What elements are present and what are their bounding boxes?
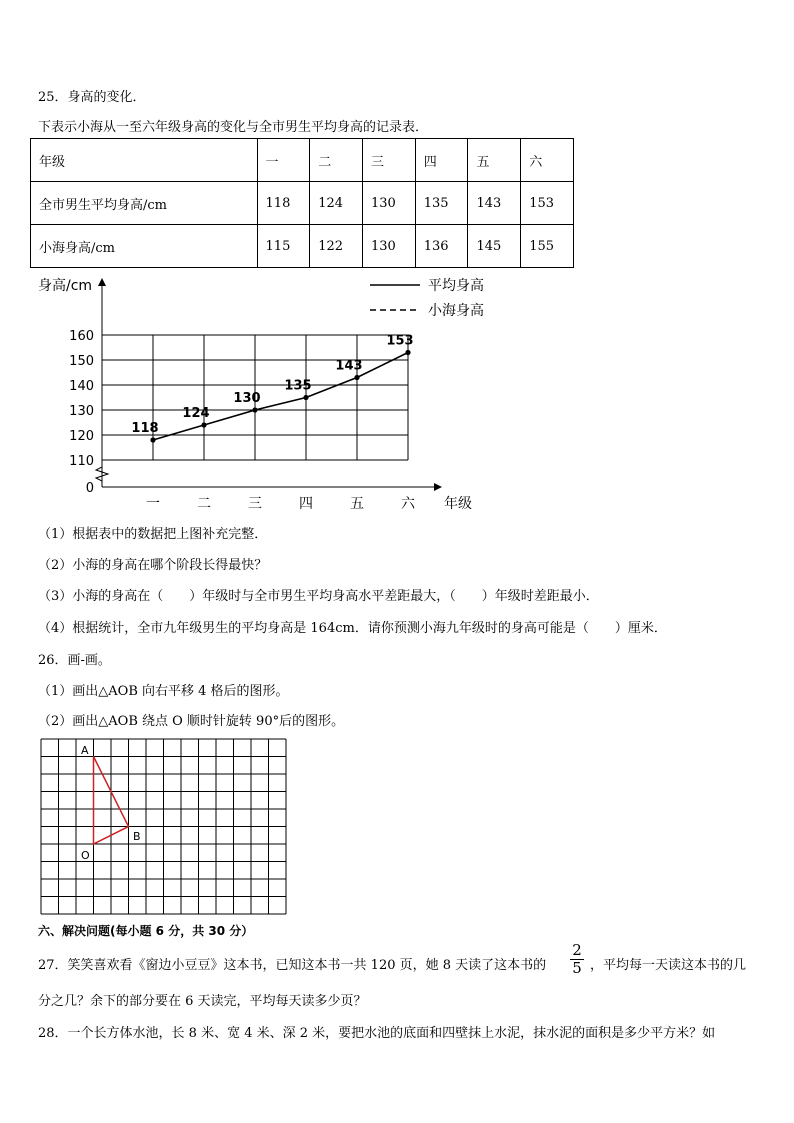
table-cell: 115 <box>257 225 310 268</box>
q28-line1: 28．一个长方体水池，长 8 米、宽 4 米、深 2 米，要把水池的底面和四壁抹上水泥，抹水泥的面积是多少平方米？如 <box>38 1026 716 1041</box>
y-tick-label: 120 <box>69 429 94 444</box>
data-point <box>354 375 359 380</box>
table-cell: 118 <box>257 182 310 225</box>
data-point <box>252 407 257 412</box>
table-cell: 124 <box>310 182 363 225</box>
table-cell: 全市男生平均身高/cm <box>31 182 258 225</box>
y-tick-label: 140 <box>69 379 94 394</box>
y-axis-label: 身高/cm <box>38 278 93 294</box>
table-cell: 年级 <box>31 139 258 182</box>
data-label: 153 <box>386 333 414 349</box>
table-cell: 130 <box>363 225 416 268</box>
data-point <box>201 422 206 427</box>
x-axis-label: 年级 <box>444 496 472 512</box>
point-b-label: B <box>133 830 141 843</box>
q26-title: 26．画-画。 <box>38 653 111 668</box>
table-cell: 136 <box>415 225 468 268</box>
data-label: 130 <box>233 391 261 406</box>
table-cell: 二 <box>310 139 363 182</box>
drawing-grid <box>40 738 290 918</box>
table-cell: 四 <box>415 139 468 182</box>
table-row <box>31 182 574 225</box>
table-cell: 155 <box>521 225 574 268</box>
data-label: 118 <box>131 421 159 436</box>
x-tick-label: 二 <box>197 496 211 512</box>
data-label: 124 <box>182 406 210 421</box>
x-tick-label: 三 <box>248 496 262 512</box>
table-row <box>31 225 574 268</box>
q25-sub4: （4）根据统计，全市九年级男生的平均身高是 164cm．请你预测小海九年级时的身高可能是（ ）厘米． <box>38 621 667 636</box>
data-point <box>150 437 155 442</box>
y-tick-label: 130 <box>69 404 94 419</box>
table-cell: 一 <box>257 139 310 182</box>
table-header-row <box>31 139 574 182</box>
grid-lines <box>41 739 286 914</box>
point-a-label: A <box>81 744 89 757</box>
q25-sub2: （2）小海的身高在哪个阶段长得最快？ <box>38 558 268 573</box>
fraction-numerator: 2 <box>570 942 584 960</box>
y-tick-label: 160 <box>69 329 94 344</box>
data-point <box>303 395 308 400</box>
table-cell: 153 <box>521 182 574 225</box>
legend-label-average: 平均身高 <box>428 278 484 294</box>
legend-label-xiaohai: 小海身高 <box>428 303 484 319</box>
q25-intro: 下表示小海从一至六年级身高的变化与全市男生平均身高的记录表． <box>38 120 429 135</box>
x-tick-label: 一 <box>146 496 160 512</box>
fraction-two-fifths <box>570 942 584 977</box>
height-line-chart <box>30 270 500 515</box>
data-label: 143 <box>335 358 363 374</box>
q25-sub3: （3）小海的身高在（ ）年级时与全市男生平均身高水平差距最大，（ ）年级时差距最小． <box>38 589 599 604</box>
table-cell: 三 <box>363 139 416 182</box>
q27-line2: 分之几？余下的部分要在 6 天读完，平均每天读多少页？ <box>38 994 367 1009</box>
y-tick-label: 110 <box>69 454 94 469</box>
q27-line1-end: ，平均每一天读这本书的几 <box>590 958 747 973</box>
table-cell: 135 <box>415 182 468 225</box>
q25-sub1: （1）根据表中的数据把上图补充完整． <box>38 527 268 542</box>
table-cell: 130 <box>363 182 416 225</box>
table-cell: 小海身高/cm <box>31 225 258 268</box>
data-point <box>405 350 410 355</box>
q27-line1: 27．笑笑喜欢看《窗边小豆豆》这本书，已知这本书一共 120 页，她 8 天读了这本书的 <box>38 958 547 973</box>
q25-title: 25．身高的变化． <box>38 90 146 105</box>
table-cell: 六 <box>521 139 574 182</box>
table-cell: 五 <box>468 139 521 182</box>
series-line-average <box>153 353 408 441</box>
fraction-denominator: 5 <box>572 959 582 977</box>
point-o-label: O <box>81 849 90 862</box>
x-tick-label: 五 <box>350 496 364 512</box>
q26-sub2: （2）画出△AOB 绕点 O 顺时针旋转 90°后的图形。 <box>38 714 345 729</box>
y-tick-label: 150 <box>69 354 94 369</box>
x-tick-label: 四 <box>299 496 313 512</box>
table-cell: 122 <box>310 225 363 268</box>
data-label: 135 <box>284 378 312 394</box>
q26-sub1: （1）画出△AOB 向右平移 4 格后的图形。 <box>38 684 289 699</box>
table-cell: 143 <box>468 182 521 225</box>
height-record-table <box>30 138 574 268</box>
table-cell: 145 <box>468 225 521 268</box>
y-tick-label: 0 <box>85 481 94 496</box>
section-6-heading: 六、解决问题(每小题 6 分，共 30 分） <box>38 924 254 938</box>
x-tick-label: 六 <box>401 496 415 512</box>
